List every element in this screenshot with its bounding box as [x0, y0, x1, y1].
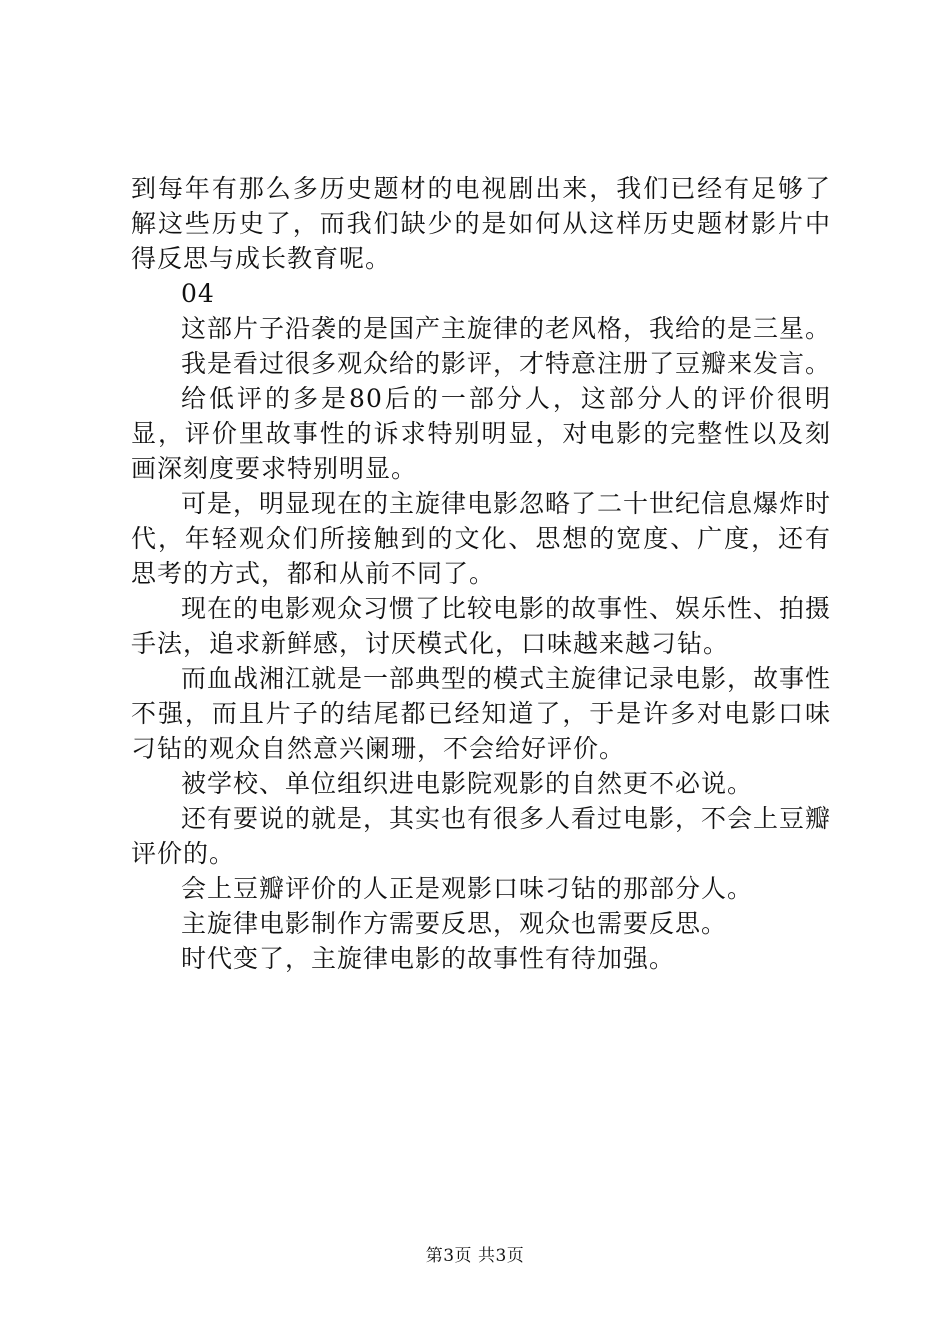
paragraph-continuation: 到每年有那么多历史题材的电视剧出来，我们已经有足够了解这些历史了，而我们缺少的是如何从这样历史题材影片中得反思与成长教育呢。	[131, 174, 831, 273]
paragraph: 现在的电影观众习惯了比较电影的故事性、娱乐性、拍摄手法，追求新鲜感，讨厌模式化，口味越来越刁钻。	[131, 594, 832, 658]
body-text	[131, 171, 831, 976]
paragraph: 会上豆瓣评价的人正是观影口味刁钻的那部分人。	[181, 874, 754, 903]
paragraph: 而血战湘江就是一部典型的模式主旋律记录电影，故事性不强，而且片子的结尾都已经知道了，于是许多对电影口味刁钻的观众自然意兴阑珊，不会给好评价。	[131, 664, 832, 763]
paragraph: 主旋律电影制作方需要反思，观众也需要反思。	[181, 909, 728, 938]
page-footer: 第3页 共3页	[425, 1246, 525, 1266]
paragraph: 我是看过很多观众给的影评，才特意注册了豆瓣来发言。	[181, 349, 832, 378]
paragraph: 被学校、单位组织进电影院观影的自然更不必说。	[181, 769, 754, 798]
section-number: 04	[181, 279, 215, 308]
paragraph: 还有要说的就是，其实也有很多人看过电影，不会上豆瓣评价的。	[131, 804, 832, 868]
paragraph: 可是，明显现在的主旋律电影忽略了二十世纪信息爆炸时代，年轻观众们所接触到的文化、思想的宽度、广度，还有思考的方式，都和从前不同了。	[131, 489, 832, 588]
paragraph: 给低评的多是80后的一部分人，这部分人的评价很明显，评价里故事性的诉求特别明显，对电影的完整性以及刻画深刻度要求特别明显。	[131, 384, 831, 483]
paragraph: 时代变了，主旋律电影的故事性有待加强。	[181, 944, 676, 973]
paragraph: 这部片子沿袭的是国产主旋律的老风格，我给的是三星。	[181, 314, 832, 343]
